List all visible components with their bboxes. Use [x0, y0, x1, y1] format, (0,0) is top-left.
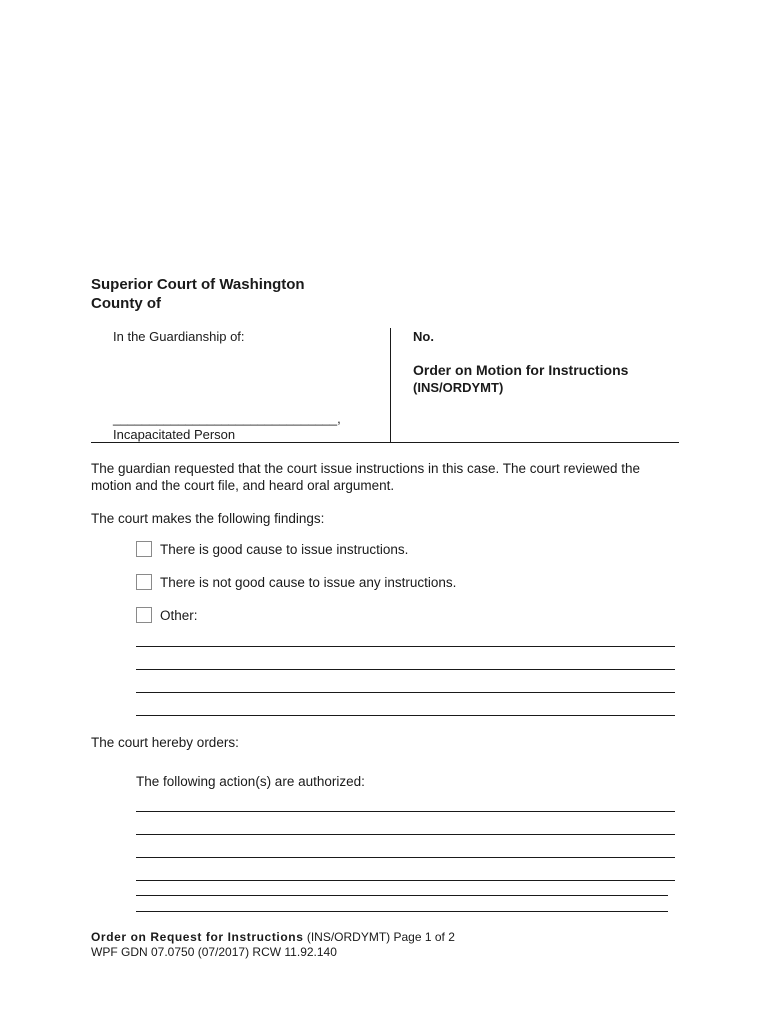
caption-divider-vertical — [390, 328, 391, 442]
orders-heading: The court hereby orders: — [91, 735, 239, 750]
footer-title-bold: Order on Request for Instructions — [91, 930, 304, 944]
no-good-cause-checkbox[interactable] — [136, 574, 152, 590]
incapacitated-person-label: Incapacitated Person — [113, 427, 236, 442]
authorized-label: The following action(s) are authorized: — [136, 774, 365, 789]
other-write-line[interactable] — [136, 669, 675, 670]
finding-label: There is not good cause to issue any instructions. — [160, 574, 457, 590]
finding-good-cause — [136, 541, 408, 557]
authorized-write-line[interactable] — [136, 811, 675, 812]
document-title: Order on Motion for Instructions — [413, 362, 629, 378]
finding-no-good-cause — [136, 574, 456, 590]
other-write-line[interactable] — [136, 692, 675, 693]
findings-heading: The court makes the following findings: — [91, 511, 325, 526]
finding-other — [136, 607, 198, 623]
court-name: Superior Court of Washington — [91, 276, 305, 293]
case-number-label: No. — [413, 329, 434, 344]
finding-label: There is good cause to issue instructions. — [160, 541, 409, 557]
good-cause-checkbox[interactable] — [136, 541, 152, 557]
other-write-line[interactable] — [136, 646, 675, 647]
authorized-write-line[interactable] — [136, 834, 675, 835]
footer-title — [91, 930, 455, 944]
footer-title-rest: (INS/ORDYMT) Page 1 of 2 — [303, 930, 455, 944]
footer-form-reference: WPF GDN 07.0750 (07/2017) RCW 11.92.140 — [91, 945, 337, 959]
finding-label: Other: — [160, 607, 198, 623]
document-code: (INS/ORDYMT) — [413, 380, 504, 395]
authorized-write-line[interactable] — [136, 895, 668, 896]
intro-paragraph: The guardian requested that the court issue instructions in this case. The court reviewed the motion and the court file, and heard oral argument. — [91, 461, 641, 493]
guardianship-label: In the Guardianship of: — [113, 329, 245, 344]
authorized-write-line[interactable] — [136, 880, 675, 881]
court-title — [91, 275, 305, 313]
authorized-write-line[interactable] — [136, 857, 675, 858]
other-checkbox[interactable] — [136, 607, 152, 623]
incapacitated-name-field[interactable]: _______________________________, — [113, 411, 341, 426]
other-write-line[interactable] — [136, 715, 675, 716]
county-label: County of — [91, 295, 161, 312]
authorized-write-line[interactable] — [136, 911, 668, 912]
caption-divider-horizontal — [91, 442, 679, 443]
